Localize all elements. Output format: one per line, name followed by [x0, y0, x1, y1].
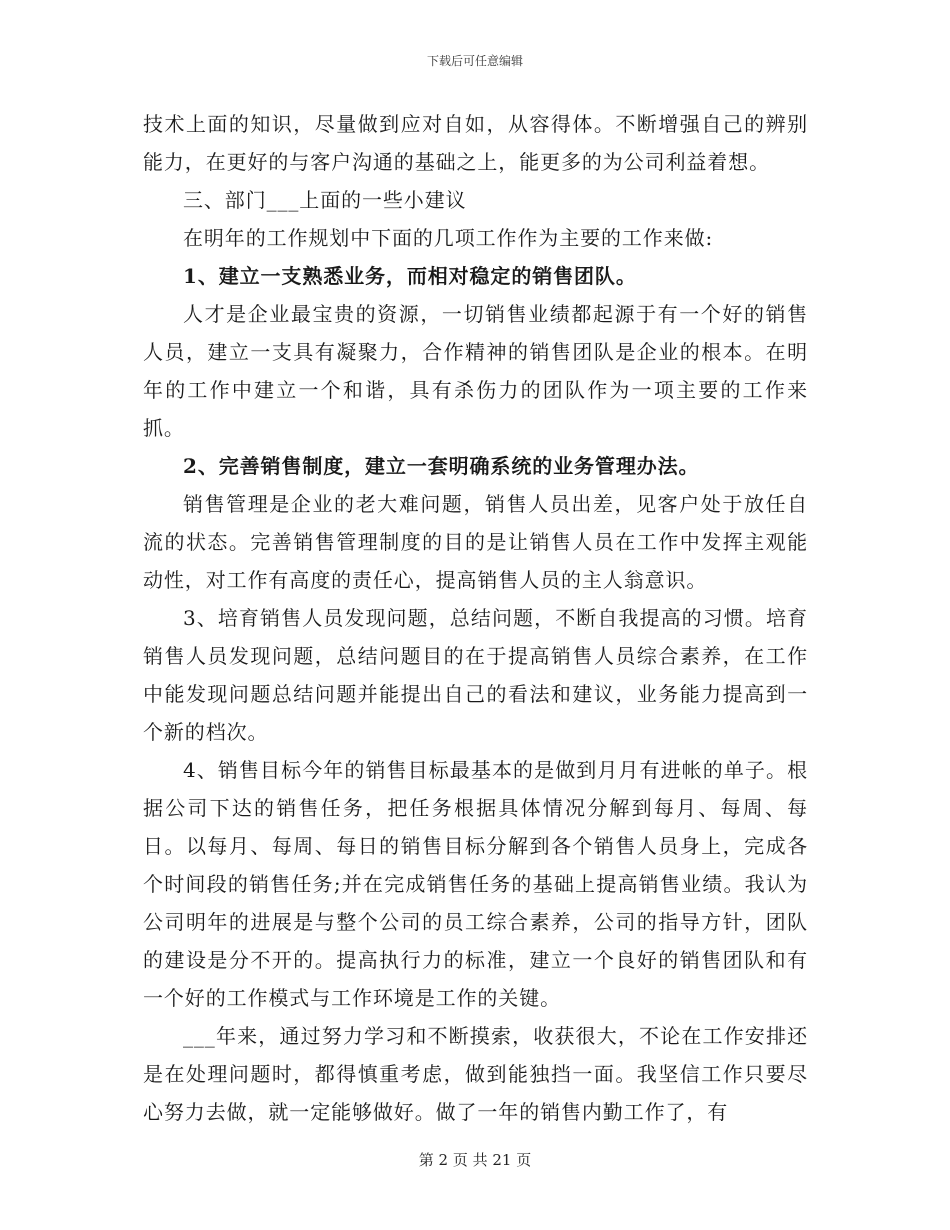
document-body	[143, 105, 808, 1131]
paragraph-team: 人才是企业最宝贵的资源，一切销售业绩都起源于有一个好的销售人员，建立一支具有凝聚力，合作精神的销售团队是企业的根本。在明年的工作中建立一个和谐，具有杀伤力的团队作为一项主要的工作来抓。	[143, 302, 808, 440]
paragraph-sales-management: 销售管理是企业的老大难问题，销售人员出差，见客户处于放任自流的状态。完善销售管理制度的目的是让销售人员在工作中发挥主观能动性，对工作有高度的责任心，提高销售人员的主人翁意识。	[143, 492, 808, 592]
page-number: 第 2 页 共 21 页	[418, 1151, 532, 1169]
item-heading-2: 2、完善销售制度，建立一套明确系统的业务管理办法。	[183, 454, 700, 478]
section-heading-suggestions: 三、部门___上面的一些小建议	[183, 188, 467, 212]
paragraph-year-summary: ___年来，通过努力学习和不断摸索，收获很大，不论在工作安排还是在处理问题时，都得慎重考虑，做到能独挡一面。我坚信工作只要尽心努力去做，就一定能够做好。做了一年的销售内勤工作了，有	[143, 1024, 808, 1124]
paragraph-1: 技术上面的知识，尽量做到应对自如，从容得体。不断增强自己的辨别能力，在更好的与客户沟通的基础之上，能更多的为公司利益着想。	[143, 112, 808, 174]
paragraph-plan-intro: 在明年的工作规划中下面的几项工作作为主要的工作来做:	[183, 226, 714, 250]
page-header-note: 下载后可任意编辑	[426, 54, 523, 68]
paragraph-item-3: 3、培育销售人员发现问题，总结问题，不断自我提高的习惯。培育销售人员发现问题，总结问题目的在于提高销售人员综合素养，在工作中能发现问题总结问题并能提出自己的看法和建议，业务能力提高到一个新的档次。	[143, 606, 808, 744]
paragraph-item-4: 4、销售目标今年的销售目标最基本的是做到月月有进帐的单子。根据公司下达的销售任务，把任务根据具体情况分解到每月、每周、每日。以每月、每周、每日的销售目标分解到各个销售人员身上，完成各个时间段的销售任务;并在完成销售任务的基础上提高销售业绩。我认为公司明年的进展是与整个公司的员工综合素养，公司的指导方针，团队的建设是分不开的。提高执行力的标准，建立一个良好的销售团队和有一个好的工作模式与工作环境是工作的关键。	[143, 758, 808, 1010]
item-heading-1: 1、建立一支熟悉业务，而相对稳定的销售团队。	[183, 264, 637, 288]
